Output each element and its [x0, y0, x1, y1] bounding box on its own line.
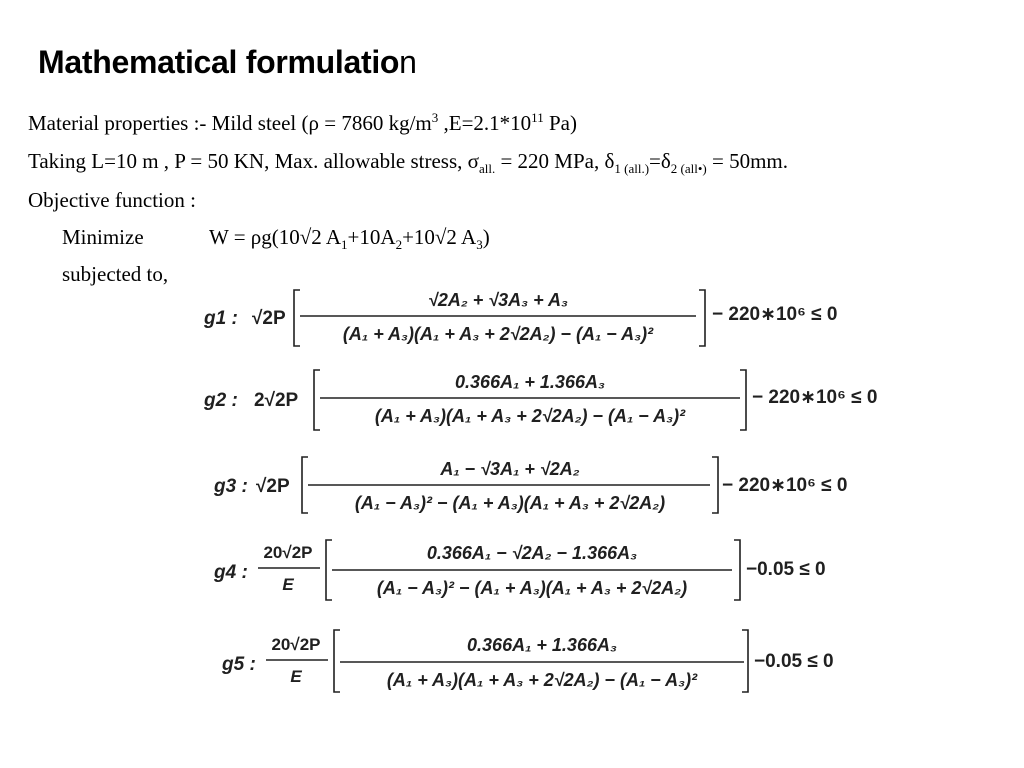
g2-name: g2 : — [204, 390, 238, 411]
g3-name: g3 : — [214, 476, 248, 497]
w-prefix: W = ρg(10√2 A — [209, 225, 342, 249]
g2-left-bracket — [314, 370, 320, 430]
slide-title-tail: n — [399, 44, 417, 80]
g4-left-bracket — [326, 540, 332, 600]
g1-left-bracket — [294, 290, 300, 346]
g2-right-bracket — [740, 370, 746, 430]
g1-rhs: − 220∗10⁶ ≤ 0 — [712, 304, 838, 325]
w-sub2: 2 — [395, 237, 403, 253]
g2-numerator: 0.366A₁ + 1.366A₃ — [455, 372, 605, 392]
w-sub3: 3 — [476, 237, 483, 253]
w-mid1: +10A — [347, 225, 396, 249]
g1-name: g1 : — [204, 308, 238, 329]
slide-title — [38, 44, 417, 81]
g1-numerator: √2A₂ + √3A₃ + A₃ — [428, 290, 568, 310]
g2-rhs: − 220∗10⁶ ≤ 0 — [752, 387, 878, 408]
taking-sub1: 1 (all.) — [614, 161, 650, 177]
material-suffix: Pa) — [543, 111, 577, 135]
taking-line — [28, 149, 789, 177]
taking-mid2: =δ — [649, 149, 671, 173]
g3-left-bracket — [302, 457, 308, 513]
objective-label: Objective function : — [28, 188, 196, 212]
g4-coefficient-denominator: E — [282, 575, 294, 594]
g4-name: g4 : — [214, 562, 248, 583]
g1-coefficient: √2P — [252, 308, 286, 329]
w-end: ) — [482, 225, 490, 249]
g3-coefficient: √2P — [256, 476, 290, 497]
minimize-label: Minimize — [62, 225, 144, 249]
g5-right-bracket — [742, 630, 748, 692]
material-exp2: 11 — [531, 110, 544, 125]
g4-denominator: (A₁ − A₃)² − (A₁ + A₃)(A₁ + A₃ + 2√2A₂) — [376, 578, 688, 598]
w-mid2: +10√2 A — [402, 225, 477, 249]
taking-sub-all: all. — [478, 161, 496, 177]
g5-rhs: −0.05 ≤ 0 — [754, 651, 834, 672]
material-exp: 3 — [431, 110, 439, 125]
g5-coefficient-denominator: E — [290, 667, 302, 686]
objective-expression — [209, 225, 490, 253]
g5-left-bracket — [334, 630, 340, 692]
g3-denominator: (A₁ − A₃)² − (A₁ + A₃)(A₁ + A₃ + 2√2A₂) — [354, 493, 666, 513]
g5-name: g5 : — [222, 654, 256, 675]
g4-numerator: 0.366A₁ − √2A₂ − 1.366A₃ — [426, 543, 638, 563]
taking-end: = 50mm. — [706, 149, 789, 173]
g4-right-bracket — [734, 540, 740, 600]
g3-right-bracket — [712, 457, 718, 513]
taking-mid1: = 220 MPa, δ — [495, 149, 615, 173]
g4-coefficient-numerator: 20√2P — [263, 543, 313, 562]
g5-denominator: (A₁ + A₃)(A₁ + A₃ + 2√2A₂) − (A₁ − A₃)² — [386, 670, 698, 690]
material-mid: ,E=2.1*10 — [438, 111, 532, 135]
constraint-g5 — [0, 620, 1024, 720]
slide-title-main: Mathematical formulatio — [38, 44, 400, 80]
g2-denominator: (A₁ + A₃)(A₁ + A₃ + 2√2A₂) − (A₁ − A₃)² — [374, 406, 686, 426]
w-sub1: 1 — [341, 237, 348, 253]
g5-coefficient-numerator: 20√2P — [271, 635, 321, 654]
g2-coefficient: 2√2P — [254, 390, 299, 411]
material-prefix: Material properties :- Mild steel (ρ = 7860 kg/m — [28, 111, 432, 135]
subjected-to-label: subjected to, — [62, 262, 169, 286]
g1-denominator: (A₁ + A₃)(A₁ + A₃ + 2√2A₂) − (A₁ − A₃)² — [342, 324, 654, 344]
taking-text: Taking L=10 m , P = 50 KN, Max. allowable stress, σ — [28, 149, 479, 173]
material-properties-line — [28, 110, 577, 135]
g5-numerator: 0.366A₁ + 1.366A₃ — [467, 635, 617, 655]
g1-right-bracket — [699, 290, 705, 346]
g4-rhs: −0.05 ≤ 0 — [746, 559, 826, 580]
g3-numerator: A₁ − √3A₁ + √2A₂ — [440, 459, 580, 479]
g3-rhs: − 220∗10⁶ ≤ 0 — [722, 475, 848, 496]
constraint-g4 — [0, 530, 1024, 630]
taking-sub2: 2 (all•) — [670, 161, 707, 177]
